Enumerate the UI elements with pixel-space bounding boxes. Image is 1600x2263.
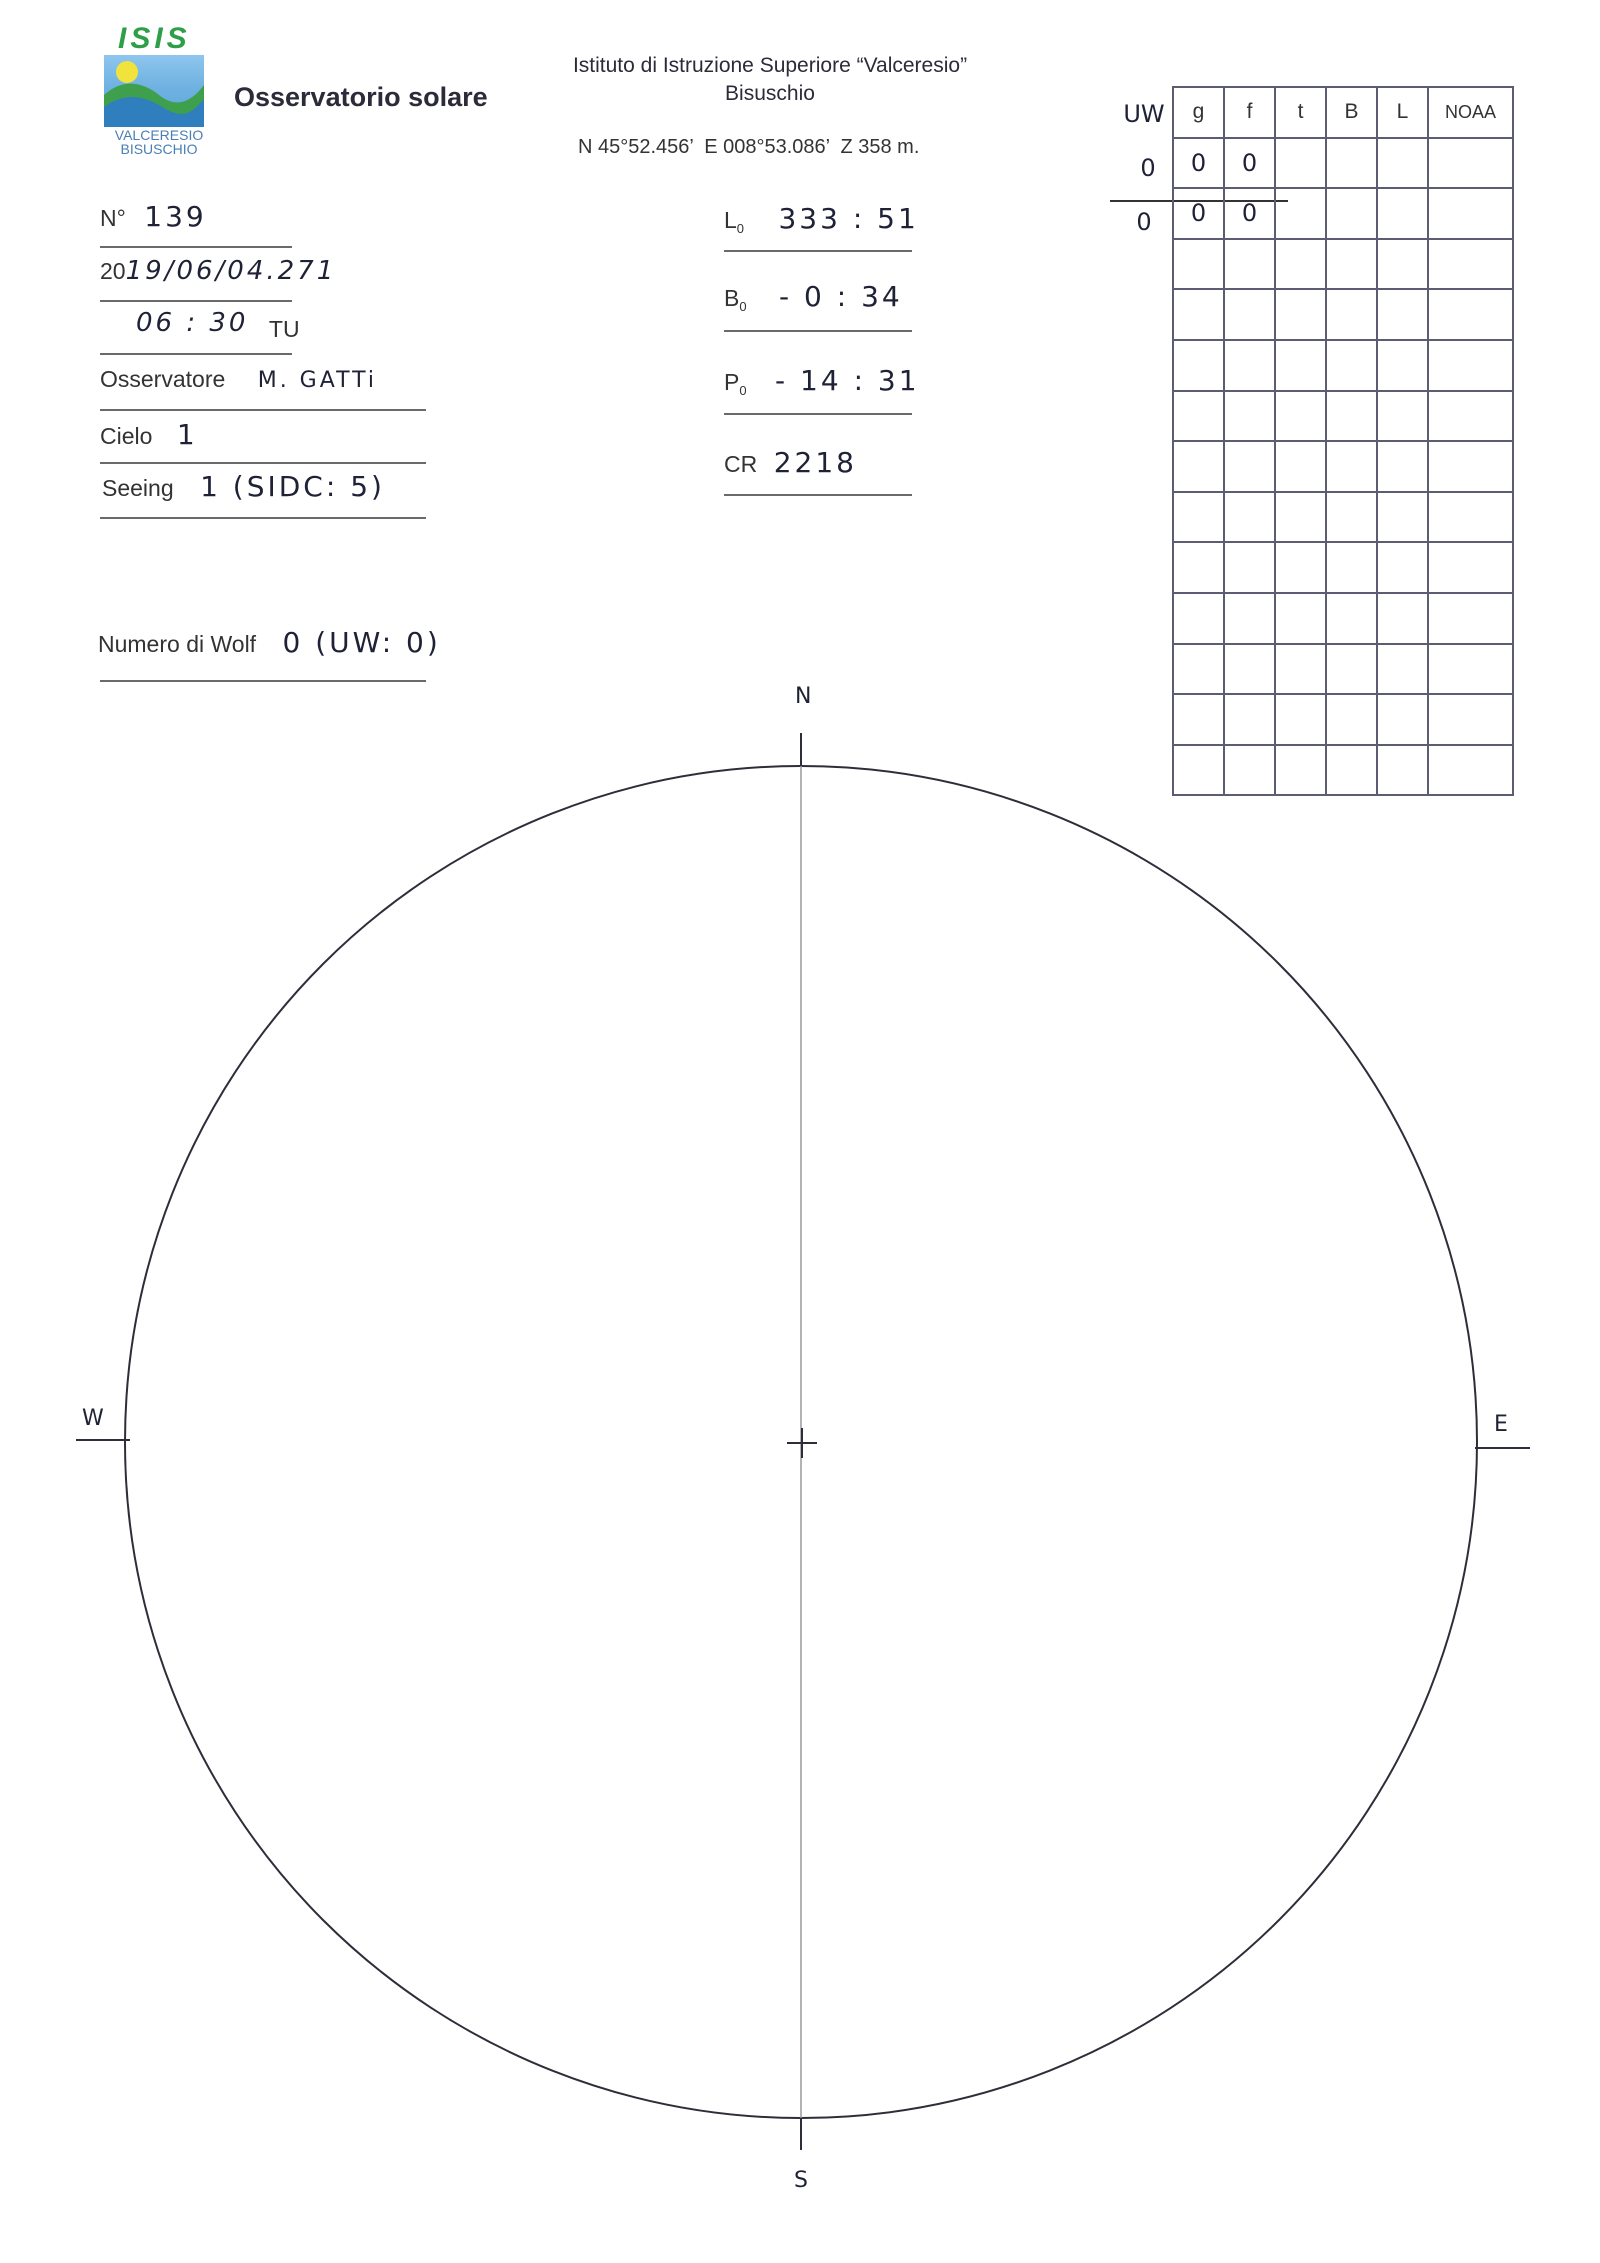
time-value: 06 : 30 xyxy=(136,308,249,338)
east-label: E xyxy=(1494,1412,1508,1437)
sky-label: Cielo xyxy=(100,423,153,449)
l0-value: 333 : 51 xyxy=(778,202,919,235)
uw-header: UW xyxy=(1123,100,1165,128)
uw-value-1: 0 xyxy=(1140,154,1156,182)
observatory-coordinates: N 45°52.456’ E 008°53.086’ Z 358 m. xyxy=(578,136,920,158)
north-label: N xyxy=(795,684,812,709)
west-label: W xyxy=(82,1406,104,1431)
page-title: Osservatorio solare xyxy=(234,82,488,112)
logo-mark: ISIS xyxy=(118,22,191,55)
date-prefix: 20 xyxy=(100,258,126,284)
table-cell[interactable]: 0 xyxy=(1173,138,1224,189)
logo-town-line1: VALCERESIO xyxy=(114,127,204,143)
cr-value: 2218 xyxy=(773,446,857,479)
header-f: f xyxy=(1224,87,1275,138)
l0-label: $L_0$ xyxy=(724,207,745,236)
institute-line1: Istituto di Istruzione Superiore “Valceresio” xyxy=(572,54,968,77)
seeing-label: Seeing xyxy=(102,475,174,501)
header-b: B xyxy=(1326,87,1377,138)
b0-value: - 0 : 34 xyxy=(779,280,903,313)
p0-value: - 14 : 31 xyxy=(775,364,920,397)
header-t: t xyxy=(1275,87,1326,138)
wolf-label: Numero di Wolf xyxy=(98,631,257,657)
table-cell[interactable]: 0 xyxy=(1224,188,1275,239)
number-value: 139 xyxy=(144,200,207,233)
uw-value-2: 0 xyxy=(1136,208,1152,236)
logo-town-line2: BISUSCHIO xyxy=(120,141,198,157)
observer-value: M. GATTi xyxy=(257,368,378,393)
institute-line2: Bisuschio xyxy=(725,82,815,105)
time-unit: TU xyxy=(268,316,300,342)
header-l: L xyxy=(1377,87,1428,138)
south-label: S xyxy=(794,2168,808,2193)
table-cell[interactable]: 0 xyxy=(1173,188,1224,239)
b0-label: $B_0$ xyxy=(724,285,747,314)
cr-label: CR xyxy=(724,451,758,477)
header-g: g xyxy=(1173,87,1224,138)
header-noaa: NOAA xyxy=(1428,87,1513,138)
wolf-value: 0 (UW: 0) xyxy=(282,626,441,659)
number-label: N° xyxy=(100,205,126,231)
table-cell[interactable]: 0 xyxy=(1224,138,1275,189)
p0-label: $P_0$ xyxy=(724,369,747,398)
observer-label: Osservatore xyxy=(100,366,226,392)
date-value: 19/06/04.271 xyxy=(125,256,337,286)
sky-value: 1 xyxy=(176,418,198,451)
seeing-value: 1 (SIDC: 5) xyxy=(200,470,385,503)
